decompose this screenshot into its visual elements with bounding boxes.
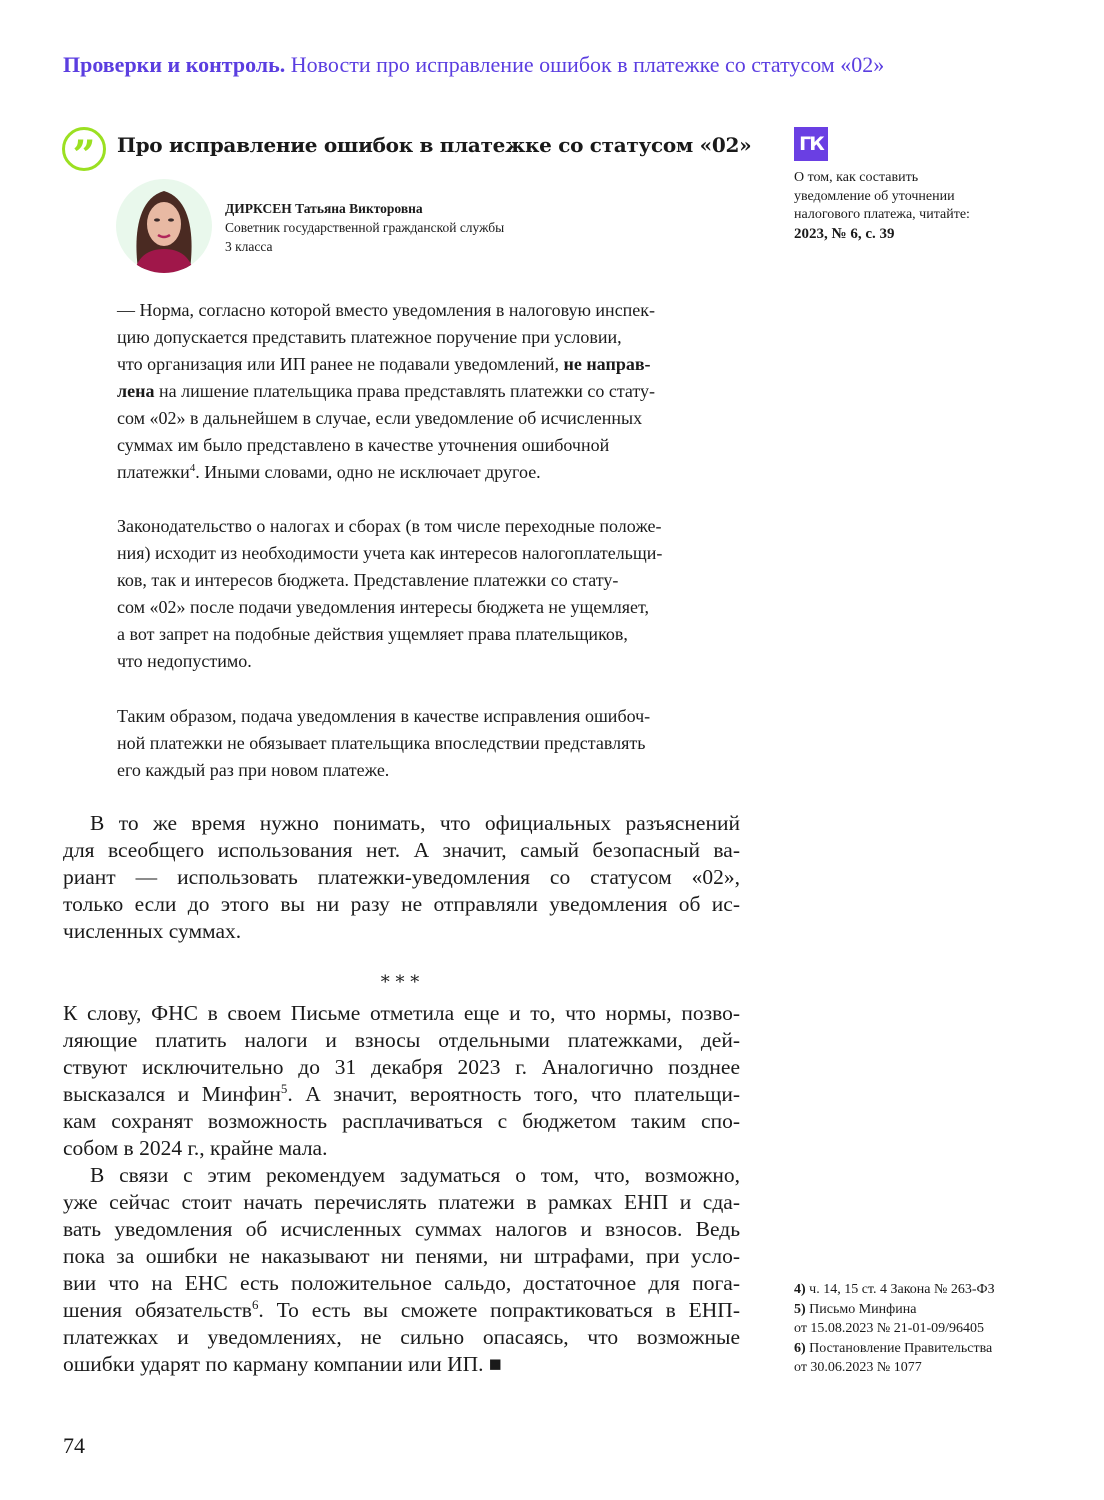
text-segment: платежки [117,462,190,482]
text-line [63,1216,740,1243]
section-separator: * * * [380,972,420,993]
text-segment: ков, так и интересов бюджета. Представление платежки со стату- [117,570,619,590]
text-line [63,1270,740,1297]
footnote-text: ч. 14, 15 ст. 4 Закона № 263-ФЗ [809,1282,995,1297]
text-segment: вии что на ЕНС есть положительное сальдо, достаточное для пога- [63,1271,740,1295]
footnote-line [794,1280,1034,1299]
footnote-item [794,1339,1034,1377]
footnote-text: Постановление Правительства [809,1341,993,1356]
text-segment: для всеобщего использования нет. А значит, самый безопасный ва- [63,838,740,862]
footnote-number: 4) [794,1282,806,1297]
text-line [63,1189,740,1216]
footnote-number: 6) [794,1341,806,1356]
text-segment: вать уведомления об исчисленных суммах налогов и взносов. Ведь [63,1217,740,1241]
article-title: Новости про исправление ошибок в платежке со статусом «02» [290,52,885,77]
footnote-line [794,1358,1034,1377]
footnote-text: Письмо Минфина [809,1302,917,1317]
text-segment: уже сейчас стоит начать перечислять платежи в рамках ЕНП и сда- [63,1190,740,1214]
text-segment: . То есть вы сможете попрактиковаться в ЕНП- [258,1298,740,1322]
footnote-line [794,1339,1034,1358]
quote-title: Про исправление ошибок в платежке со статусом «02» [117,133,752,157]
text-segment: К слову, ФНС в своем Письме отметила еще и то, что нормы, позво- [63,1001,740,1025]
text-line [63,837,740,864]
text-line [117,432,725,459]
quote-paragraph-2 [117,513,725,675]
text-line [117,405,725,432]
text-line [63,1351,740,1378]
footnote-ref: 5 [280,1081,288,1096]
text-segment: что организация или ИП ранее не подавали уведомлений, [117,354,564,374]
text-line [117,621,725,648]
text-segment: В то же время нужно понимать, что официальных разъяснений [90,811,740,835]
footnote-number: 5) [794,1302,806,1317]
text-segment: численных суммах. [63,919,242,943]
text-line [117,540,725,567]
text-segment: только если до этого вы ни разу не отправляли уведомления об ис- [63,892,740,916]
author-name: ДИРКСЕН Татьяна Викторовна [225,201,423,216]
text-segment: Таким образом, подача уведомления в качестве исправления ошибоч- [117,706,651,726]
text-line [63,1054,740,1081]
text-segment: В связи с этим рекомендуем задуматься о том, что, возможно, [90,1163,740,1187]
text-segment: пока за ошибки не наказывают ни пенями, ни штрафами, при усло- [63,1244,740,1268]
text-line [117,459,725,486]
text-segment: ошибки ударят по карману компании или ИП. ■ [63,1352,502,1376]
text-segment: платежках и уведомлениях, не сильно опасаясь, что возможные [63,1325,740,1349]
text-line [117,351,725,378]
text-segment: что недопустимо. [117,651,252,671]
text-segment: шения обязательств [63,1298,252,1322]
text-segment: цию допускается представить платежное поручение при условии, [117,327,622,347]
text-segment: риант — использовать платежки-уведомления со статусом «02», [63,865,740,889]
sidebar-reference [794,127,1024,243]
text-segment: . Иными словами, одно не исключает другое. [195,462,541,482]
sidebar-text-line: уведомление об уточнении [794,188,955,204]
text-segment: — Норма, согласно которой вместо уведомления в налоговую инспек- [117,300,656,320]
author-position: Советник государственной гражданской службы [225,220,505,235]
text-segment: ной платежки не обязывает плательщика впоследствии представлять [117,733,646,753]
text-line [117,324,725,351]
text-segment: ляющие платить налоги и взносы отдельными платежками, дей- [63,1028,740,1052]
text-segment: сом «02» после подачи уведомления интересы бюджета не ущемляет, [117,597,650,617]
footnote-item [794,1280,1034,1299]
footnote-ref: 4 [189,462,196,474]
text-line [117,648,725,675]
sidebar-issue-ref: 2023, № 6, с. 39 [794,225,895,242]
text-line [63,1000,740,1027]
text-line [117,567,725,594]
body-paragraph-1 [63,810,740,945]
footnote-line [794,1300,1034,1319]
text-segment: кам сохранят возможность расплачиваться с бюджетом таким спо- [63,1109,740,1133]
footnote-text: от 15.08.2023 № 21-01-09/96405 [794,1321,985,1336]
footnotes [794,1280,1034,1378]
text-segment: высказался и Минфин [63,1082,281,1106]
text-line [63,891,740,918]
text-segment: лена [117,381,155,401]
text-segment: сом «02» в дальнейшем в случае, если уведомление об исчисленных [117,408,643,428]
section-name: Проверки и контроль. [63,52,286,77]
text-segment: суммах им было представлено в качестве уточнения ошибочной [117,435,610,455]
text-line [63,1108,740,1135]
text-segment: собом в 2024 г., крайне мала. [63,1136,328,1160]
text-segment: а вот запрет на подобные действия ущемляет права плательщиков, [117,624,628,644]
text-segment: его каждый раз при новом платеже. [117,760,390,780]
running-header [63,52,884,78]
text-line [63,1027,740,1054]
body-paragraph-2 [63,1000,740,1378]
text-line [117,730,725,757]
text-line [63,1135,740,1162]
text-segment: Законодательство о налогах и сборах (в том числе переходные положе- [117,516,662,536]
quote-paragraph-3 [117,703,725,784]
sidebar-text-line: О том, как составить [794,170,919,185]
text-line [117,703,725,730]
text-segment: не направ- [563,354,651,374]
text-line [63,864,740,891]
footnote-text: от 30.06.2023 № 1077 [794,1360,922,1375]
text-line [63,810,740,837]
author-info [225,199,504,256]
footnote-line [794,1319,1034,1338]
sidebar-text-line: налогового платежа, читайте: [794,207,970,222]
text-line [117,594,725,621]
quote-icon: ” [62,127,106,171]
magazine-logo: ГК [794,127,828,161]
author-position-class: 3 класса [225,239,273,254]
footnote-item [794,1300,1034,1338]
quote-paragraph-1 [117,297,725,486]
text-line [63,1324,740,1351]
text-line [117,757,725,784]
text-segment: на лишение плательщика права представлять платежки со стату- [154,381,656,401]
text-line [63,1297,740,1324]
text-line [63,1081,740,1108]
text-line [117,378,725,405]
footnote-ref: 6 [251,1297,259,1312]
text-line [63,1162,740,1189]
text-segment: ния) исходит из необходимости учета как интересов налогоплательщи- [117,543,663,563]
text-line [63,1243,740,1270]
text-line [117,513,725,540]
text-segment: . А значит, вероятность того, что плательщи- [287,1082,740,1106]
page-number: 74 [63,1433,85,1458]
text-line [117,297,725,324]
text-segment: ствуют исключительно до 31 декабря 2023 г. Аналогично позднее [63,1055,740,1079]
text-line [63,918,740,945]
author-avatar [116,179,212,273]
